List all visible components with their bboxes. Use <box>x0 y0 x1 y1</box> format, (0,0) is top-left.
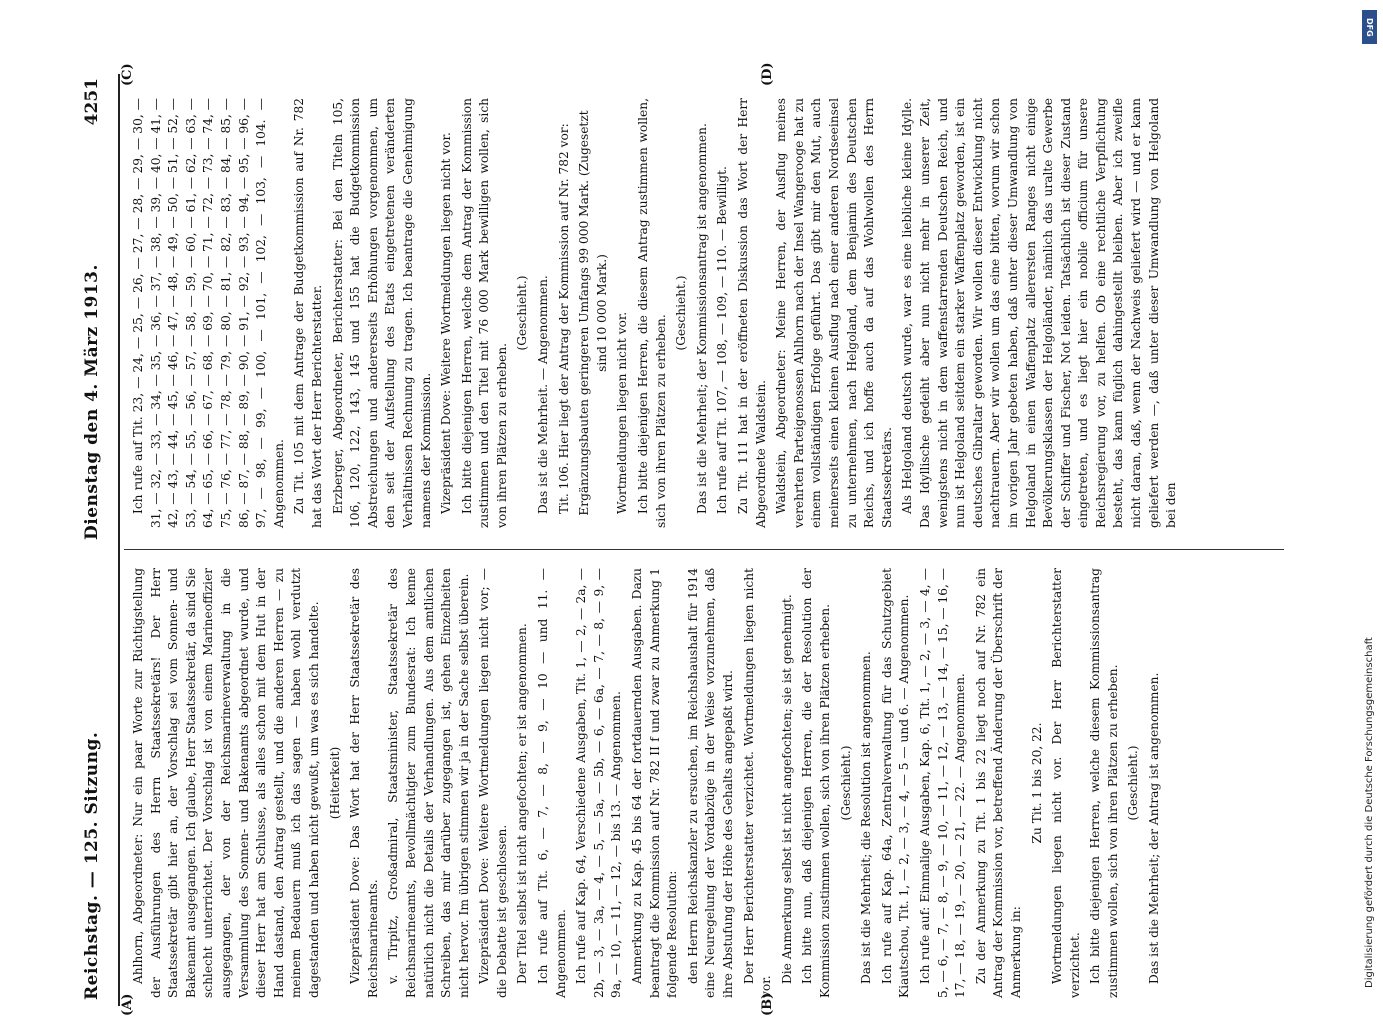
header-right: Dienstag den 4. März 1913. <box>82 264 102 540</box>
header-left: Reichstag. — 125. Sitzung. <box>82 731 102 1000</box>
paragraph: Das ist die Mehrheit. — Angenommen. <box>536 275 551 514</box>
left-column <box>130 568 1167 998</box>
page-number: 4251 <box>82 78 102 126</box>
margin-mark-b: (B) <box>760 992 775 1016</box>
margin-mark-a: (A) <box>120 993 135 1016</box>
paragraph: Ergänzungsbauten geringeren Umfangs 99 000 Mark. (Zugesetzt sind 10 000 Mark.) <box>577 110 609 516</box>
header-rule <box>118 74 120 1006</box>
margin-mark-d: (D) <box>760 62 775 86</box>
paragraph: Ich rufe auf Tit. 107, — 108, — 109, — 110. — Bewilligt. <box>715 166 730 514</box>
paragraph: Zu Tit. 105 mit dem Antrage der Budgetkommission auf Nr. 782 hat das Wort der Herr Berichterstatter. <box>292 98 324 528</box>
paragraph: (Heiterkeit) <box>327 746 342 820</box>
paragraph: Ich rufe auf Tit. 23, — 24, — 25, — 26, — 27, — 28, — 29, — 30, — 31, — 32, — 33, — 34, — 35, — 36, — 37, — 38, — 39, — 40, — 41, — 42, — 43, — 44, — 45, — 46, — 47, — 48, — 49, — 50, — 51, — 52, — 53, — 54, — 55, — 56, — 57, — 58, — 59, — 60, — 61, — 62, — 63, — 64, — 65, — 66, — 67, — 68, — 69, — 70, — 71, — 72, — 73, — 74, — 75, — 76, — 77, — 78, — 79, — 80, — 81, — 82, — 83, — 84, — 85, — 86, — 87, — 88, — 89, — 90, — 91, — 92, — 93, — 94, — 95, — 96, — 97, — 98, — 99, — 100, — 101, — 102, — 103, — 104. — Angenommen. <box>131 98 286 528</box>
paragraph: Anmerkung zu Kap. 45 bis 64 der fortdauernden Ausgaben. Dazu beantragt die Kommission auf Nr. 782 II f und zwar zu Anmerkung 1 folgende Resolution: <box>630 568 680 998</box>
paragraph: v. Tirpitz, Großadmiral, Staatsminister, Staatssekretär des Reichsmarineamts, Bevollmächtigter zum Bundesrat: Ich kenne natürlich nicht die Details der Verhandlungen. Aus dem amtlichen Schreiben, das mir darüber zugegangen ist, gehen Einzelheiten nicht hervor. Im übrigen stimmen wir ja in der Sache selbst überein. <box>386 568 471 998</box>
paragraph: Ich bitte diejenigen Herren, welche dem Antrag der Kommission zustimmen und den Titel mit 76 000 Mark bewilligen wollen, sich von ihren Plätzen zu erheben. <box>459 98 509 528</box>
paragraph: Wortmeldungen liegen nicht vor. Der Herr Berichterstatter verzichtet. <box>1050 568 1082 998</box>
paragraph: den Herrn Reichskanzler zu ersuchen, im Reichshaushalt für 1914 eine Neuregelung der Vordabzüge in der Weise vorzunehmen, daß ihre Abstufung der Höhe des Gehalts angepaßt wird. <box>685 568 735 998</box>
dfg-logo: DFG <box>1362 10 1377 44</box>
paragraph: Zu Tit. 1 bis 20, 22. <box>1029 722 1044 844</box>
paragraph: Ich rufe auf Tit. 6, — 7, — 8, — 9, — 10 — und 11. — Angenommen. <box>536 568 568 998</box>
paragraph: Vizepräsident Dove: Das Wort hat der Herr Staatssekretär des Reichsmarineamts. <box>348 568 380 998</box>
paragraph: Zu Tit. 111 hat in der eröffneten Diskussion das Wort der Herr Abgeordnete Waldstein. <box>736 98 768 528</box>
right-column <box>130 98 1184 528</box>
paragraph: Waldstein, Abgeordneter: Meine Herren, der Ausflug meines verehrten Parteigenossen Ahlhorn nach der Insel Wangerooge hat zu einem vollständigen Erfolge geführt. Das gibt mir den Mut, auch meinerseits einen kleinen Ausflug nach einer anderen Nordseeinsel zu unternehmen, nach Helgoland, dem Benjamin des Deutschen Reichs, und ich hoffe auch da auf das Wohlwollen des Herrn Staatssekretärs. <box>774 98 894 528</box>
paragraph: (Geschieht.) <box>674 275 689 351</box>
margin-mark-c: (C) <box>120 63 135 86</box>
paragraph: (Geschieht.) <box>515 275 530 351</box>
paragraph: Tit. 106. Hier liegt der Antrag der Kommission auf Nr. 782 vor: <box>556 123 571 514</box>
column-separator <box>124 549 1284 550</box>
paragraph: Die Anmerkung selbst ist nicht angefochten; sie ist genehmigt. <box>779 594 794 984</box>
digitization-note: Digitalisierung gefördert durch die Deutsche Forschungsgemeinschaft <box>1364 637 1375 988</box>
paragraph: Ich bitte diejenigen Herren, die diesem Antrag zustimmen wollen, sich von ihren Plätzen zu erheben. <box>636 98 668 528</box>
paragraph: Vizepräsident Dove: Weitere Wortmeldungen liegen nicht vor. <box>439 132 454 514</box>
paragraph: Ich bitte diejenigen Herren, welche diesem Kommissionsantrag zustimmen wollen, sich von ihren Plätzen zu erheben. <box>1088 568 1120 998</box>
rotated-page-frame <box>60 60 1300 1020</box>
paragraph: Das ist die Mehrheit; die Resolution ist angenommen. <box>859 651 874 984</box>
paragraph: Der Herr Berichterstatter verzichtet. Wortmeldungen liegen nicht vor. <box>741 568 774 998</box>
paragraph: Ich rufe auf Kap. 64a, Zentralverwaltung für das Schutzgebiet Kiautschou, Tit. 1, — 2, — 3, — 4, — 5 — und 6. — Angenommen. <box>879 568 912 998</box>
paragraph: (Geschieht.) <box>838 745 853 821</box>
paragraph: Das ist die Mehrheit; der Kommissionsantrag ist angenommen. <box>694 123 709 514</box>
paragraph: Ahlhorn, Abgeordneter: Nur ein paar Worte zur Richtigstellung der Ausführungen des Herrn Staatssekretärs! Der Herr Staatssekretär gibt hier an, der Vorschlag sei vom Sonnen- und Bakenamt ausgegangen. Ich glaube, Herr Staatssekretär, da sind Sie schlecht unterrichtet. Der Vorschlag ist von einem Marineoffizier ausgegangen, der von der Reichsmarineverwaltung in die Versammlung des Sonnen- und Bakenamts abgeordnet wurde, und dieser Herr hat am Schlusse, als alles schon mit dem Hut in der Hand dastand, den Antrag gestellt, und die anderen Herren — zu meinem Bedauern muß ich das sagen — haben wohl verdutzt dagestanden und haben nicht gewußt, um was es sich handelte. <box>131 568 321 998</box>
paragraph: Ich bitte nun, daß diejenigen Herren, die der Resolution der Kommission zustimmen wollen, sich von ihren Plätzen erheben. <box>800 568 832 998</box>
paragraph: Als Helgoland deutsch wurde, war es eine liebliche kleine Idylle. Das Idyllische gedeiht aber nun nicht mehr in unserer Zeit, wenigstens nicht in dem waffenstarrenden Deutschen Reich, und nun ist Helgoland seitdem ein starker Waffenplatz geworden, ist ein deutsches Gibraltar geworden. Wir wollen dieser Entwicklung nicht nachtrauern. Aber wir wollen um das eine bitten, worum wir schon im vorigen Jahr gebeten haben, daß unter dieser Umwandlung von Helgoland in einen Waffenplatz allerersten Ranges nicht einige Bevölkerungsklassen der Helgoländer, nämlich das uralte Gewerbe der Schiffer und Fischer, Not leiden. Tatsächlich ist dieser Zustand eingetreten, und es liegt hier ein nobile officium für unsere Reichsregierung vor, zu helfen. Ob eine rechtliche Verpflichtung besteht, das kann füglich dahingestellt bleiben. Aber ich zweifle nicht daran, daß, wenn der Nachweis geliefert wird — und er kann geliefert werden —, daß unter dieser Umwandlung von Helgoland bei den <box>900 98 1179 528</box>
paragraph: Das ist die Mehrheit; der Antrag ist angenommen. <box>1147 672 1162 984</box>
paragraph: Ich rufe auf Kap. 64, Verschiedene Ausgaben, Tit. 1, — 2, — 2a, — 2b, — 3, — 3a, — 4, — 5, — 5a, — 5b, — 6, — 6a, — 7, — 8, — 9, — 9a, — 10, — 11, — 12, — bis 13. — Angenommen. <box>574 568 624 998</box>
paragraph: Wortmeldungen liegen nicht vor. <box>615 311 630 514</box>
digitization-sidebar <box>1360 8 1380 992</box>
paragraph: Der Titel selbst ist nicht angefochten; er ist angenommen. <box>515 623 530 984</box>
paragraph: Vizepräsident Dove: Weitere Wortmeldungen liegen nicht vor; — die Debatte ist geschlossen. <box>477 568 509 998</box>
paragraph: (Geschieht.) <box>1126 745 1141 821</box>
paragraph: Zu der Anmerkung zu Tit. 1 bis 22 liegt noch auf Nr. 782 ein Antrag der Kommission vor, betreffend Änderung der Überschrift der Anmerkung in: <box>973 568 1023 998</box>
paragraph: Erzberger, Abgeordneter, Berichterstatter: Bei den Titeln 105, 106, 120, 122, 143, 145 und 155 hat die Budgetkommission Abstreichungen und andererseits Erhöhungen vorgenommen, um den seit der Aufstellung des Etats eingetretenen veränderten Verhältnissen Rechnung zu tragen. Ich beantrage die Genehmigung namens der Kommission. <box>330 98 433 528</box>
paragraph: Ich rufe auf: Einmalige Ausgaben, Kap. 6, Tit. 1, — 2, — 3, — 4, — 5, — 6, — 7, — 8, — 9, — 10, — 11, — 12, — 13, — 14, — 15, — 16, — 17, — 18, — 19, — 20, — 21, — 22. — Angenommen. <box>917 568 968 998</box>
